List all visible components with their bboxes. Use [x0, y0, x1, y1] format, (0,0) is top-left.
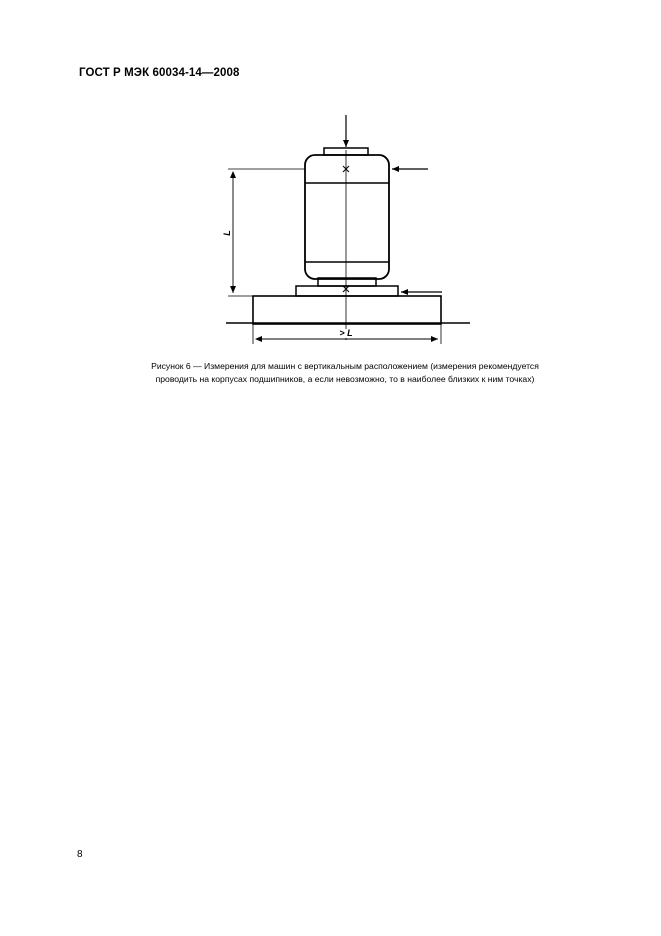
height-dimension-label: L [222, 230, 232, 236]
page-number: 8 [77, 849, 83, 860]
figure-caption [100, 360, 590, 386]
base-slab [253, 296, 441, 324]
vertical-machine-measurement-figure [0, 0, 661, 360]
width-dimension-label: > L [339, 328, 353, 338]
caption-line-2: проводить на корпусах подшипников, а если невозможно, то в наиболее близких к ним точках) [155, 374, 535, 384]
motor-body [305, 155, 389, 279]
document-header: ГОСТ Р МЭК 60034-14—2008 [79, 67, 240, 79]
caption-line-1: Рисунок 6 — Измерения для машин с вертикальным расположением (измерения рекомендуется [151, 361, 539, 371]
